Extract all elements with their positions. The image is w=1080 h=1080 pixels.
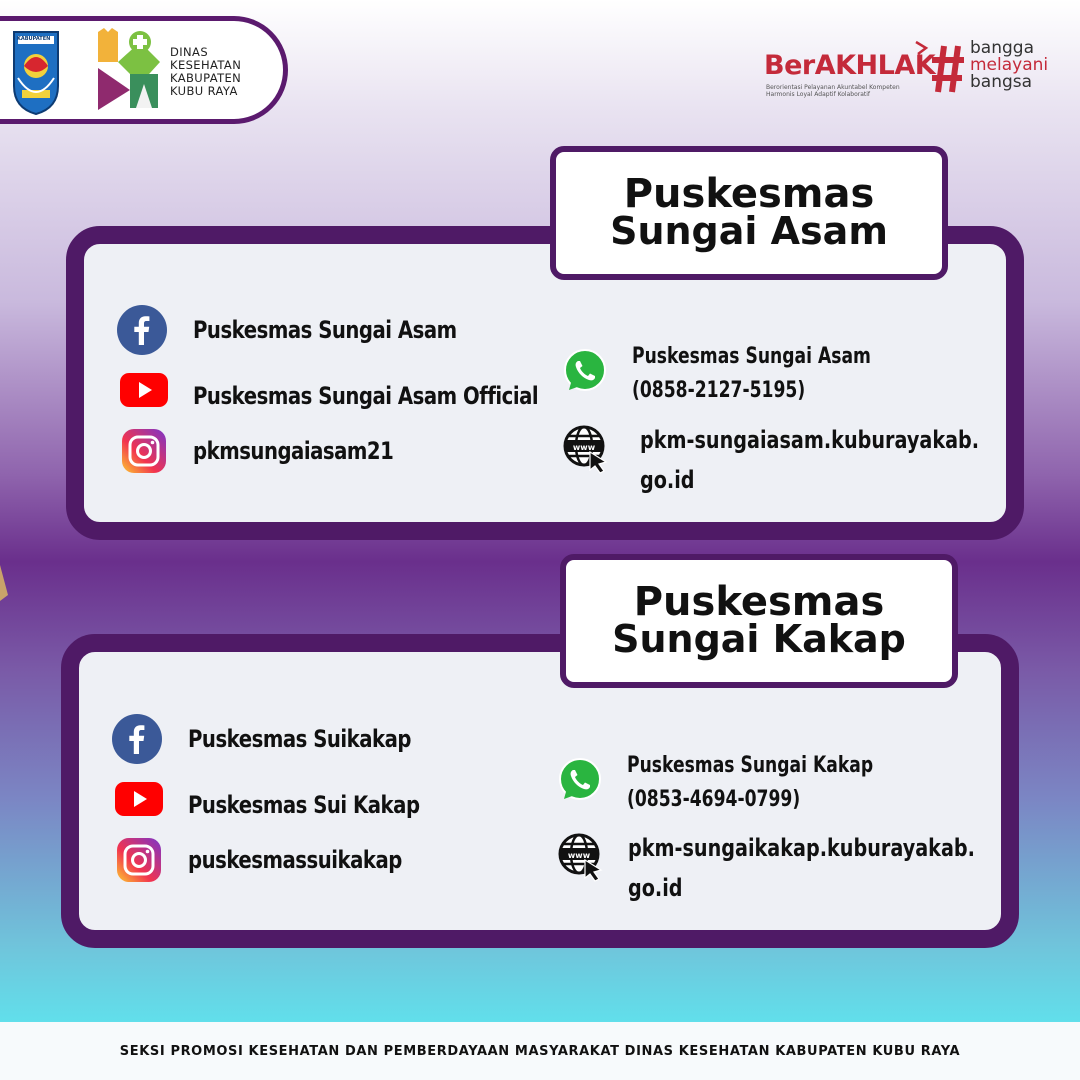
berakhlak-subtitle [766, 84, 936, 98]
tag-line: bangga [970, 38, 1034, 58]
website-url[interactable] [640, 420, 1064, 500]
berakhlak-logo [764, 40, 1064, 100]
dinkes-name-line: KUBU RAYA [170, 84, 238, 98]
whatsapp-icon [555, 755, 605, 805]
website-icon [562, 424, 610, 474]
website-icon [557, 832, 605, 882]
facebook-row[interactable] [112, 714, 460, 764]
whatsapp-number: (0853-4694-0799) [627, 787, 801, 812]
whatsapp-contact[interactable] [632, 340, 938, 408]
dinkes-logo-icon [96, 28, 162, 110]
bangga-melayani-bangsa-tag [970, 40, 1048, 91]
whatsapp-contact[interactable] [627, 749, 943, 817]
website-url[interactable] [628, 828, 1062, 908]
whatsapp-name: Puskesmas Sungai Asam [632, 344, 871, 369]
footer-bar [0, 1022, 1080, 1080]
website-url-line: go.id [640, 466, 695, 494]
card-title-line: Puskesmas [623, 171, 875, 217]
card-title [550, 146, 948, 280]
youtube-row[interactable] [114, 775, 470, 825]
website-url-line: pkm-sungaiasam.kuburayakab. [640, 426, 980, 454]
instagram-icon [121, 428, 167, 474]
dinkes-name-line: KABUPATEN [170, 71, 242, 85]
instagram-handle: puskesmassuikakap [188, 846, 402, 874]
whatsapp-name: Puskesmas Sungai Kakap [627, 753, 874, 778]
berakhlak-subtitle-line: Harmonis Loyal Adaptif Kolaboratif [766, 91, 871, 98]
card-title-line: Sungai Kakap [612, 617, 906, 661]
kabupaten-crest-label: KABUPATEN [17, 36, 51, 42]
dinkes-name [170, 46, 241, 98]
instagram-row[interactable] [116, 837, 449, 883]
youtube-channel: Puskesmas Sungai Asam Official [193, 382, 539, 410]
youtube-row[interactable] [119, 366, 614, 416]
instagram-handle: pkmsungaiasam21 [193, 437, 394, 465]
facebook-handle: Puskesmas Suikakap [188, 725, 412, 753]
whatsapp-number: (0858-2127-5195) [632, 378, 806, 403]
tag-line: melayani [970, 55, 1049, 75]
dinkes-name-line: DINAS [170, 45, 209, 59]
card-title [560, 554, 958, 688]
youtube-icon [114, 775, 164, 825]
berakhlak-subtitle-line: Berorientasi Pelayanan Akuntabel Kompeten [766, 84, 900, 91]
instagram-row[interactable] [121, 428, 437, 474]
youtube-icon [119, 366, 169, 416]
facebook-icon [117, 305, 167, 355]
youtube-channel: Puskesmas Sui Kakap [188, 791, 420, 819]
website-url-line: go.id [628, 874, 683, 902]
tag-line: bangsa [970, 72, 1033, 92]
footer-text: SEKSI PROMOSI KESEHATAN DAN PEMBERDAYAAN MASYARAKAT DINAS KESEHATAN KABUPATEN KUBU RAYA [119, 1043, 961, 1059]
website-url-line: pkm-sungaikakap.kuburayakab. [628, 834, 975, 862]
hashtag-icon [930, 40, 966, 96]
chevron-mark-icon [914, 40, 930, 56]
berakhlak-word: BerAKHLAK [764, 50, 936, 81]
card-title-line: Puskesmas [633, 579, 885, 625]
facebook-row[interactable] [117, 305, 515, 355]
facebook-handle: Puskesmas Sungai Asam [193, 316, 457, 344]
instagram-icon [116, 837, 162, 883]
facebook-icon [112, 714, 162, 764]
svg-text:www: www [567, 851, 591, 860]
whatsapp-icon [560, 346, 610, 396]
dinkes-name-line: KESEHATAN [170, 58, 242, 72]
svg-text:www: www [572, 443, 596, 452]
decorative-edge-shape [0, 565, 10, 601]
card-title-line: Sungai Asam [610, 209, 888, 253]
